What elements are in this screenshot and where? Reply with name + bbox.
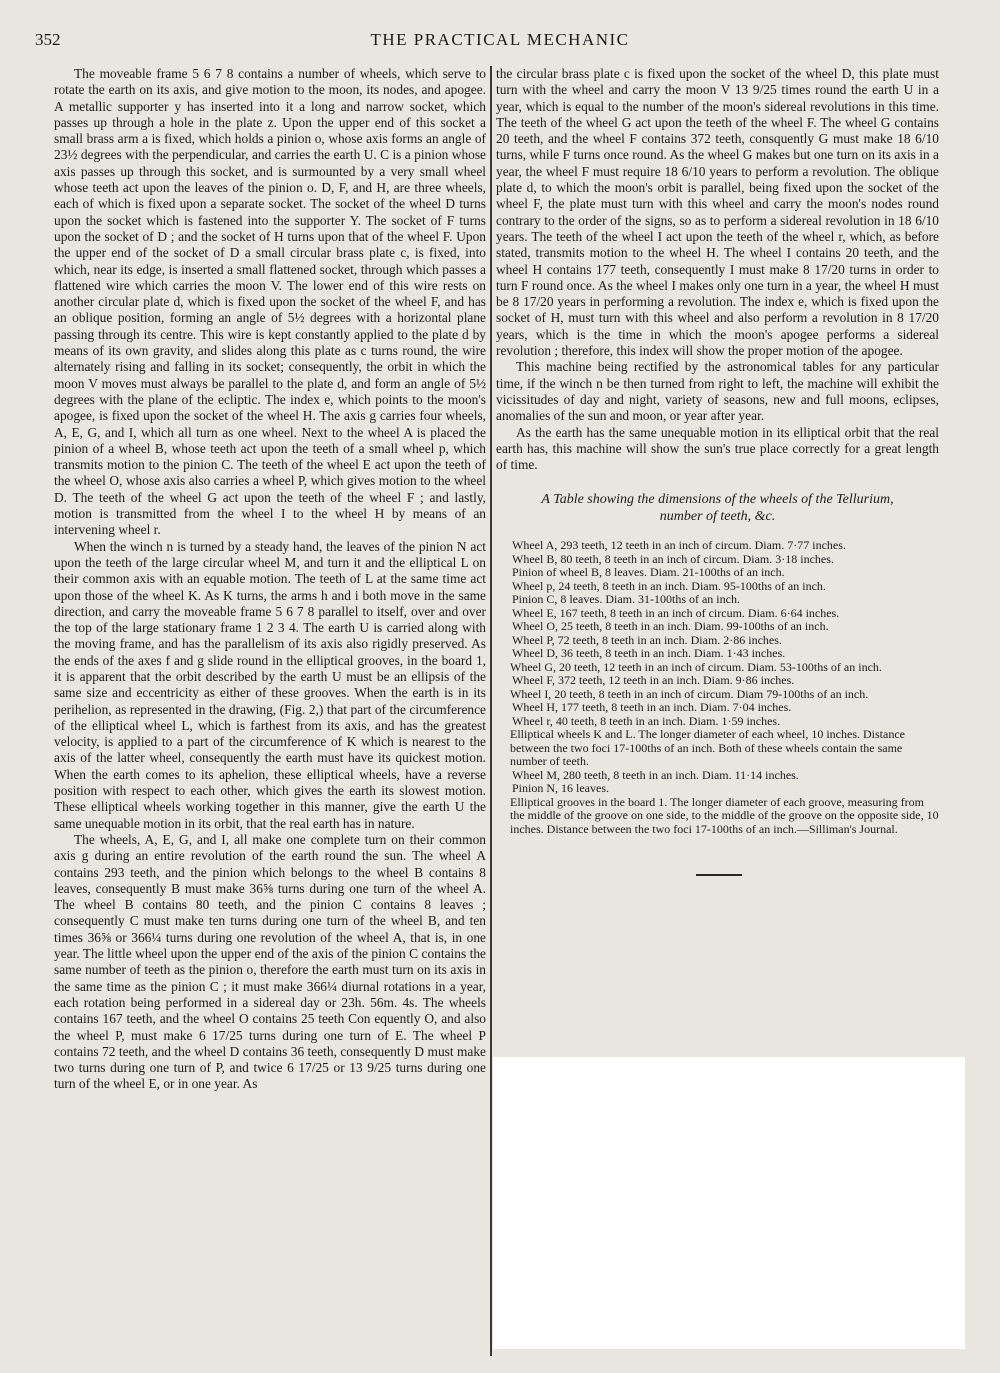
table-row: Wheel G, 20 teeth, 12 teeth in an inch of circum. Diam. 53-100ths of an inch. <box>510 659 882 674</box>
wheel-dimensions-table <box>510 539 939 836</box>
table-row: Wheel r, 40 teeth, 8 teeth in an inch. Diam. 1·59 inches. <box>512 713 781 728</box>
column-rule <box>490 66 492 1356</box>
table-row: Elliptical wheels K and L. The longer diameter of each wheel, 10 inches. Distance between the two foci 17-100ths of an inch. Both of these wheels contain the same number of teeth. <box>510 727 905 769</box>
table-row: Wheel H, 177 teeth, 8 teeth in an inch. Diam. 7·04 inches. <box>512 700 792 715</box>
table-row: Wheel O, 25 teeth, 8 teeth in an inch. Diam. 99-100ths of an inch. <box>512 619 829 634</box>
table-row: Wheel p, 24 teeth, 8 teeth in an inch. Diam. 95-100ths of an inch. <box>512 578 826 593</box>
left-column <box>54 66 486 1093</box>
right-paragraph-1: the circular brass plate c is fixed upon the socket of the wheel D, this plate must turn with the wheel and carry the moon V 13 9/25 times round the earth U in a year, which is equal to the number of the moon's sidereal revolutions in this time. The teeth of the wheel G act upon the teeth of the wheel F. The wheel G contains 20 teeth, and the wheel F contains 372 teeth, consquently G must make 18 6/10 turns, while F turns once round. As the wheel G makes but one turn on its axis in a year, the wheel F must require 18 6/10 years to perform a revolution. The oblique plate d, to which the moon's orbit is parallel, being fixed upon the socket of the wheel F, the plate must turn with this wheel and carry the moon's nodes round contrary to the order of the signs, so as to perform a sidereal revolution in 18 6/10 years. The teeth of the wheel I act upon the teeth of the wheel r, which, as before stated, transmits motion to the wheel H. The wheel I contains 20 teeth, and the wheel H contains 177 teeth, consequently I must make 8 17/20 turns in order to turn F round once. As the wheel I makes only one turn in a year, the wheel H must be 8 17/20 years in performing a revolution. The index e, which is fixed upon the socket of H, must turn with this wheel and also perform a revolution in 8 17/20 years, which is the time in which the moon's apogee performs a sidereal revolution ; therefore, this index will show the proper motion of the apogee. <box>496 66 939 359</box>
table-title <box>504 491 931 525</box>
right-paragraph-3: As the earth has the same unequable motion in its elliptical orbit that the real earth has, this machine will show the sun's true place correctly for a great length of time. <box>496 424 939 473</box>
table-row: Pinion C, 8 leaves. Diam. 31-100ths of an inch. <box>512 592 740 607</box>
left-paragraph-2: When the winch n is turned by a steady hand, the leaves of the pinion N act upon the teeth of the large circular wheel M, and turn it and the elliptical L on their common axis with an equable motion. The teeth of L at the same time act upon those of the wheel K. As K turns, the arms h and i both move in the same direction, and carry the moveable frame 5 6 7 8 parallel to itself, over and over the top of the large stationary frame 1 2 3 4. The earth U is carried along with the moving frame, and has the parallelism of its axis also rigidly preserved. As the ends of the axes f and g slide round in the elliptical grooves, in the board 1, it is apparent that the orbit described by the earth U must be an ellipsis of the same size and eccentricity as either of these grooves. When the earth is in its perihelion, as represented in the drawing, (Fig. 2,) that part of the circumference of the elliptical wheel L, which is farthest from its axis, and has the greatest velocity, is applied to a part of the circumference of K which is nearest to the axis of the latter wheel, consequently the earth must have its quickest motion. When the earth comes to its aphelion, these elliptical wheels, have a reverse position with respect to each other, which gives the earth its slowest motion. These elliptical wheels working together in this manner, give the earth U the same unequable motion in its orbit, that the real earth has in nature. <box>54 538 486 831</box>
table-row: Wheel B, 80 teeth, 8 teeth in an inch of circum. Diam. 3·18 inches. <box>512 551 834 566</box>
end-rule <box>696 874 742 876</box>
table-row: Elliptical grooves in the board 1. The longer diameter of each groove, measuring from the middle of the groove on one side, to the middle of the groove on the opposite side, 10 inches. Distance between the two foci 17-100ths of an inch.—Silliman's Journal. <box>510 794 939 836</box>
page-number: 352 <box>35 30 61 49</box>
table-row: Wheel D, 36 teeth, 8 teeth in an inch. Diam. 1·43 inches. <box>512 646 786 661</box>
table-row: Wheel E, 167 teeth, 8 teeth in an inch of circum. Diam. 6·64 inches. <box>512 605 840 620</box>
left-paragraph-1: The moveable frame 5 6 7 8 contains a number of wheels, which serve to rotate the earth on its axis, and give motion to the moon, its nodes, and apogee. A metallic supporter y has inserted into it a long and narrow socket, which passes up through a hole in the plate z. Upon the upper end of this socket a small brass arm a is fixed, which holds a pinion o, whose axis forms an angle of 23½ degrees with the perpendicular, and carries the earth U. C is a pinion whose axis passes up through this socket, and is surmounted by a very small wheel whose teeth act upon the leaves of the pinion o. D, F, and H, are three wheels, each of which is fixed upon a separate socket. The socket of the wheel D turns upon the socket which is fastened into the supporter Y. The socket of F turns upon the socket of D ; and the socket of H turns upon that of the wheel F. Upon the upper end of the socket of D a small circular brass plate c, is fixed, into which, near its edge, is inserted a small flattened socket, through which passes a flattened wire which carries the moon V. The lower end of this wire rests on another circular plate d, which is fixed upon the socket of the wheel F, and has an oblique position, forming an angle of 5½ degrees with a horizontal plane passing through its centre. This wire is kept constantly applied to the plate d by means of its own gravity, and slides along this plate as c turns round, the wire alternately rising and falling in its socket; consequently, the orbit in which the moon V moves must always be parallel to the plate d, and form an angle of 5½ degrees with the plane of the ecliptic. The index e, which points to the moon's apogee, is fixed upon the socket of the wheel H. The axis g carries four wheels, A, E, G, and I, which all turn as one wheel. Next to the wheel A is placed the pinion of a wheel B, whose teeth act upon the teeth of a small wheel p, which transmits motion to the pinion C. The teeth of the wheel E act upon the teeth of the wheel O, whose axis also carries a wheel P, which gives motion to the wheel D. The teeth of the wheel G act upon the teeth of the wheel F ; and lastly, motion is transmitted from the wheel I to the wheel H by means of an intervening wheel r. <box>54 66 486 538</box>
table-row: Wheel A, 293 teeth, 12 teeth in an inch of circum. Diam. 7·77 inches. <box>512 538 846 553</box>
table-row: Pinion of wheel B, 8 leaves. Diam. 21-100ths of an inch. <box>512 565 785 580</box>
right-paragraph-2: This machine being rectified by the astronomical tables for any particular time, if the winch n be then turned from right to left, the machine will exhibit the vicissitudes of day and night, variety of seasons, new and full moons, eclipses, anomalies of the sun and moon, or year after year. <box>496 359 939 424</box>
table-row: Wheel F, 372 teeth, 12 teeth in an inch. Diam. 9·86 inches. <box>512 673 795 688</box>
right-column <box>496 66 939 876</box>
table-title-line-1: A Table showing the dimensions of the wheels of the Tellurium, <box>541 492 894 508</box>
table-title-line-2: number of teeth, &c. <box>659 509 776 525</box>
running-head: THE PRACTICAL MECHANIC <box>370 30 630 49</box>
blank-paper-patch <box>493 1057 965 1349</box>
left-paragraph-3: The wheels, A, E, G, and I, all make one complete turn on their common axis g during an entire revolution of the earth round the sun. The wheel A contains 293 teeth, and the pinion which belongs to the wheel B contains 8 leaves, consequently B must make 36⅝ turns during one turn of the wheel A. The wheel B contains 80 teeth, and the pinion C contains 8 leaves ; consequently C must make ten turns during one turn of the wheel B, and ten times 36⅝ or 366¼ turns during one revolution of the wheel A, that is, in one year. The little wheel upon the upper end of the axis of the pinion C contains the same number of teeth as the pinion o, therefore the earth must turn on its axis in the same time as the pinion C ; it must make 366¼ diurnal rotations in a year, each rotation being performed in a sidereal day or 23h. 56m. 4s. The wheels contains 167 teeth, and the wheel O contains 25 teeth Con equently O, and also the wheel P, must make 6 17/25 turns during one turn of E. The wheel P contains 72 teeth, and the wheel D contains 36 teeth, consequently D must make two turns during one turn of P, and twice 6 17/25 or 13 9/25 turns during one turn of the wheel E, or in one year. As <box>54 831 486 1092</box>
table-row: Wheel P, 72 teeth, 8 teeth in an inch. Diam. 2·86 inches. <box>512 632 782 647</box>
table-row: Wheel M, 280 teeth, 8 teeth in an inch. Diam. 11·14 inches. <box>512 767 799 782</box>
table-row: Wheel I, 20 teeth, 8 teeth in an inch of circum. Diam 79-100ths of an inch. <box>510 686 869 701</box>
table-row: Pinion N, 16 leaves. <box>512 781 609 796</box>
